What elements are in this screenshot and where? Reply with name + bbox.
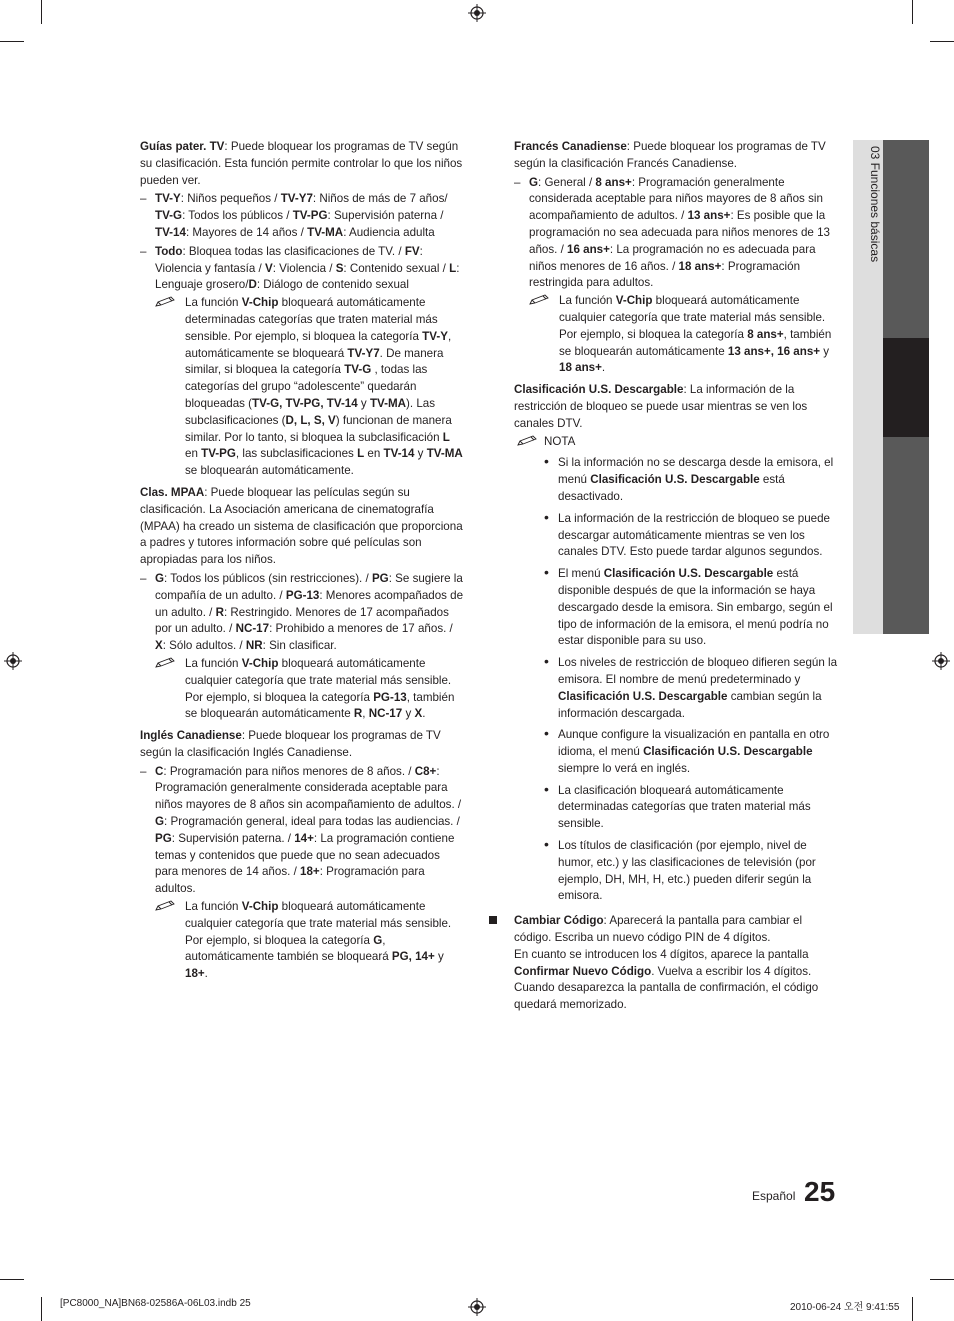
square-bullet-icon bbox=[489, 916, 497, 924]
crop-mark bbox=[912, 0, 913, 24]
list-item: • Aunque configure la visualización en pantalla en otro idioma, el menú Clasificación U.S. Descargable siempre lo verá en inglés. bbox=[514, 727, 840, 777]
note-vchip-mpaa: La función V-Chip bloqueará automáticamente cualquier categoría que trate material más sensible. Por ejemplo, si bloquea la categoría PG-13, también se bloquearán automáticamente R, NC-17 y X. bbox=[140, 656, 464, 723]
paragraph-ingles-canadiense: Inglés Canadiense: Puede bloquear los programas de TV según la clasificación Inglés Canadiense. bbox=[140, 729, 441, 759]
registration-mark-icon bbox=[468, 1298, 486, 1316]
crop-mark bbox=[41, 0, 42, 24]
nota-heading: NOTA bbox=[514, 434, 840, 451]
paragraph-guias-pater: Guías pater. TV: Puede bloquear los programas de TV según su clasificación. Esta función permite controlar lo que los niños pueden ver. bbox=[140, 140, 463, 187]
list-item-french-canadian-ratings: – G: General / 8 ans+: Programación generalmente considerada aceptable para niños mayores de 8 años sin acompañamiento de adultos. / 13 ans+: Es posible que la programación no sea adecuada para niños menores de 13 años. / 16 ans+: La programación no es adecuada para niños menores de 16 años. / 18 ans+: Programación restringida para adultos. bbox=[514, 175, 840, 293]
list-item: • Los títulos de clasificación (por ejemplo, nivel de humor, etc.) y las clasificaciones de televisión (por ejemplo, DH, MH, H, etc.) pueden diferir según la emisora. bbox=[514, 838, 840, 905]
list-item-english-canadian-ratings: – C: Programación para niños menores de 8 años. / C8+: Programación generalmente considerada aceptable para niños mayores de 8 años sin acompañamiento de adultos. / G: Programación general, ideal para todas las audiencias. / PG: Supervisión paterna. / 14+: La programación contiene temas y contenidos que puede que no sean adecuados para menores de 14 años. / 18+: Programación para adultos. bbox=[140, 764, 464, 898]
list-item: • El menú Clasificación U.S. Descargable está disponible después de que la información se haya descargado desde la emisora. Sin embargo, según el tipo de información de la emisora, el menú podría no estar disponible para su uso. bbox=[514, 566, 840, 650]
crop-mark bbox=[41, 1297, 42, 1321]
registration-mark-icon bbox=[4, 652, 22, 670]
paragraph-us-descargable: Clasificación U.S. Descargable: La información de la restricción de bloqueo se puede usar mientras se ven los canales DTV. bbox=[514, 383, 808, 430]
list-item: • Si la información no se descarga desde la emisora, el menú Clasificación U.S. Descargable está desactivado. bbox=[514, 455, 840, 505]
list-item-tv-ratings: – TV-Y: Niños pequeños / TV-Y7: Niños de más de 7 años/ TV-G: Todos los públicos / TV-PG: Supervisión paterna / TV-14: Mayores de 14 años / TV-MA: Audiencia adulta bbox=[140, 191, 464, 241]
note-vchip-tv: La función V-Chip bloqueará automáticamente determinadas categorías que traten material más sensible. Por ejemplo, si bloquea la categoría TV-Y, automáticamente se bloqueará TV-Y7. De manera similar, si bloquea la categoría TV-G , todas las categorías del grupo “adolescente” quedarán bloqueadas (TV-G, TV-PG, TV-14 y TV-MA). Las subclasificaciones (D, L, S, V) funcionan de manera similar. Por lo tanto, si bloquea la subclasificación L en TV-PG, las subclasificaciones L en TV-14 y TV-MA se bloquearán automáticamente. bbox=[140, 295, 464, 480]
right-column bbox=[514, 139, 840, 1014]
note-vchip-english-canadian: La función V-Chip bloqueará automáticamente cualquier categoría que trate material más sensible. Por ejemplo, si bloquea la categoría G, automáticamente también se bloqueará PG, 14+ y 18+. bbox=[140, 899, 464, 983]
crop-mark bbox=[912, 1297, 913, 1321]
list-item: • Los niveles de restricción de bloqueo difieren según la emisora. El nombre de menú predeterminado y Clasificación U.S. Descargable cambian según la información descargada. bbox=[514, 655, 840, 722]
pencil-note-icon bbox=[154, 296, 176, 308]
crop-mark bbox=[0, 41, 24, 42]
registration-mark-icon bbox=[468, 4, 486, 22]
side-tab-label: 03 Funciones básicas bbox=[868, 146, 882, 263]
crop-mark bbox=[930, 41, 954, 42]
page-language: Español bbox=[752, 1189, 796, 1203]
left-column bbox=[140, 139, 464, 983]
print-slug-datetime: 2010-06-24 오전 9:41:55 bbox=[790, 1302, 900, 1313]
list-item-mpaa-ratings: – G: Todos los públicos (sin restricciones). / PG: Se sugiere la compañía de un adulto. / PG-13: Menores acompañados de un adulto. / R: Restringido. Menores de 17 acompañados por un adulto. / NC-17: Prohibido a menores de 17 años. / X: Sólo adultos. / NR: Sin clasificar. bbox=[140, 571, 464, 655]
paragraph-clas-mpaa: Clas. MPAA: Puede bloquear las películas según su clasificación. La Asociación americana de cinematografía (MPAA) ha creado un sistema de clasificación que proporciona a padres y tutores información sobre qué películas son apropiadas para los niños. bbox=[140, 485, 463, 567]
pencil-note-icon bbox=[516, 435, 538, 447]
list-item-tv-subratings: – Todo: Bloquea todas las clasificaciones de TV. / FV: Violencia y fantasía / V: Violencia / S: Contenido sexual / L: Lenguaje grosero/D: Diálogo de contenido sexual bbox=[140, 244, 464, 294]
crop-mark bbox=[0, 1279, 24, 1280]
pencil-note-icon bbox=[154, 657, 176, 669]
pencil-note-icon bbox=[528, 294, 550, 306]
side-tab-active-marker bbox=[883, 338, 929, 437]
paragraph-cambiar-codigo: Cambiar Código: Aparecerá la pantalla para cambiar el código. Escriba un nuevo código PIN de 4 dígitos. En cuanto se introducen los 4 dígitos, aparece la pantalla Confirmar Nuevo Código. Vuelva a escribir los 4 dígitos. Cuando desaparezca la pantalla de confirmación, el código quedará memorizado. bbox=[514, 913, 840, 1014]
print-slug-file: [PC8000_NA]BN68-02586A-06L03.indb 25 bbox=[60, 1298, 251, 1309]
paragraph-frances-canadiense: Francés Canadiense: Puede bloquear los programas de TV según la clasificación Francés Canadiense. bbox=[514, 140, 826, 170]
crop-mark bbox=[930, 1279, 954, 1280]
list-item: • La clasificación bloqueará automáticamente determinadas categorías que traten material más sensible. bbox=[514, 783, 840, 833]
list-item: • La información de la restricción de bloqueo se puede descargar automáticamente mientras se ven los canales DTV. Esto puede tardar algunos segundos. bbox=[514, 511, 840, 561]
pencil-note-icon bbox=[154, 900, 176, 912]
note-vchip-french-canadian: La función V-Chip bloqueará automáticamente cualquier categoría que trate material más sensible. Por ejemplo, si bloquea la categoría 8 ans+, también se bloquearán automáticamente 13 ans+, 16 ans+ y 18 ans+. bbox=[514, 293, 840, 377]
page-number: 25 bbox=[804, 1176, 836, 1207]
registration-mark-icon bbox=[932, 652, 950, 670]
